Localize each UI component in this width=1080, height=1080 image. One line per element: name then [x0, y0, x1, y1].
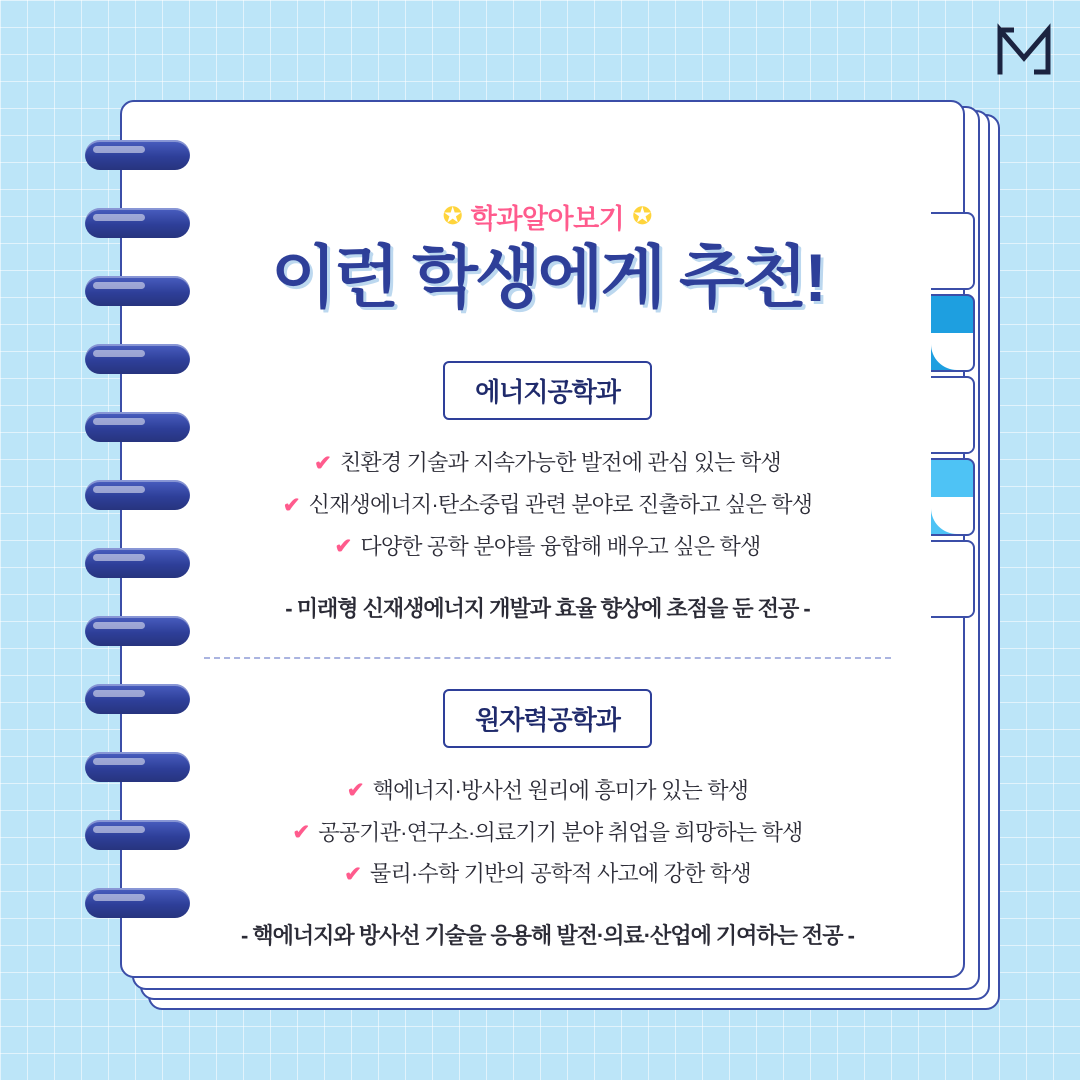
section-tagline: - 미래형 신재생에너지 개발과 효율 향상에 초점을 둔 전공 - — [285, 595, 810, 621]
list-item — [192, 442, 903, 484]
list-item — [192, 853, 903, 895]
side-tab-2[interactable] — [931, 294, 975, 372]
list-item — [192, 812, 903, 854]
bullet-list — [192, 442, 903, 567]
spiral-ring — [85, 684, 190, 714]
page-title: 이런 학생에게 추천! — [271, 240, 824, 316]
section-divider — [204, 657, 891, 659]
spiral-ring — [85, 548, 190, 578]
list-item-label: 공공기관·연구소·의료기기 분야 취업을 희망하는 학생 — [318, 819, 803, 845]
department-badge: 에너지공학과 — [443, 361, 652, 420]
section-nuclear-engineering — [192, 689, 903, 950]
spiral-ring — [85, 412, 190, 442]
spiral-ring — [85, 140, 190, 170]
list-item — [192, 484, 903, 526]
list-item — [192, 770, 903, 812]
section-energy-engineering — [192, 361, 903, 622]
check-icon: ✔ — [346, 779, 364, 803]
spiral-ring — [85, 888, 190, 918]
department-badge: 원자력공학과 — [443, 689, 652, 748]
list-item-label: 핵에너지·방사선 원리에 흥미가 있는 학생 — [372, 777, 749, 803]
list-item-label: 다양한 공학 분야를 융합해 배우고 싶은 학생 — [360, 534, 761, 560]
bullet-list — [192, 770, 903, 895]
notebook — [120, 100, 1000, 1010]
spiral-ring — [85, 820, 190, 850]
spiral-binding — [85, 140, 205, 950]
spiral-ring — [85, 344, 190, 374]
spiral-ring — [85, 616, 190, 646]
check-icon: ✔ — [334, 535, 352, 559]
spiral-ring — [85, 480, 190, 510]
check-icon: ✔ — [292, 821, 310, 845]
eyebrow-label: 학과알아보기 — [470, 204, 625, 234]
spiral-ring — [85, 276, 190, 306]
tab-fold — [931, 251, 973, 288]
tab-fold — [931, 497, 973, 534]
check-icon: ✔ — [344, 862, 361, 886]
list-item-label: 친환경 기술과 지속가능한 발전에 관심 있는 학생 — [339, 450, 781, 476]
spiral-ring — [85, 752, 190, 782]
tab-fold — [931, 415, 973, 452]
side-tab-5[interactable] — [931, 540, 975, 618]
check-icon: ✔ — [282, 493, 300, 517]
m-logo-icon — [994, 22, 1054, 78]
star-right-icon: ✪ — [632, 202, 653, 230]
list-item — [192, 526, 903, 568]
section-tagline: - 핵에너지와 방사선 기술을 응용해 발전·의료·산업에 기여하는 전공 - — [240, 923, 854, 949]
list-item-label: 신재생에너지·탄소중립 관련 분야로 진출하고 싶은 학생 — [308, 492, 813, 518]
tab-fold — [931, 579, 973, 616]
side-tab-1[interactable] — [931, 212, 975, 290]
list-item-label: 물리·수학 기반의 공학적 사고에 강한 학생 — [370, 861, 751, 887]
notebook-page — [120, 100, 965, 978]
tab-fold — [931, 333, 973, 370]
star-left-icon: ✪ — [442, 202, 463, 230]
eyebrow-row — [192, 197, 903, 236]
spiral-ring — [85, 208, 190, 238]
page-content — [122, 102, 963, 990]
check-icon: ✔ — [314, 451, 331, 475]
side-tab-3[interactable] — [931, 376, 975, 454]
side-tab-4[interactable] — [931, 458, 975, 536]
